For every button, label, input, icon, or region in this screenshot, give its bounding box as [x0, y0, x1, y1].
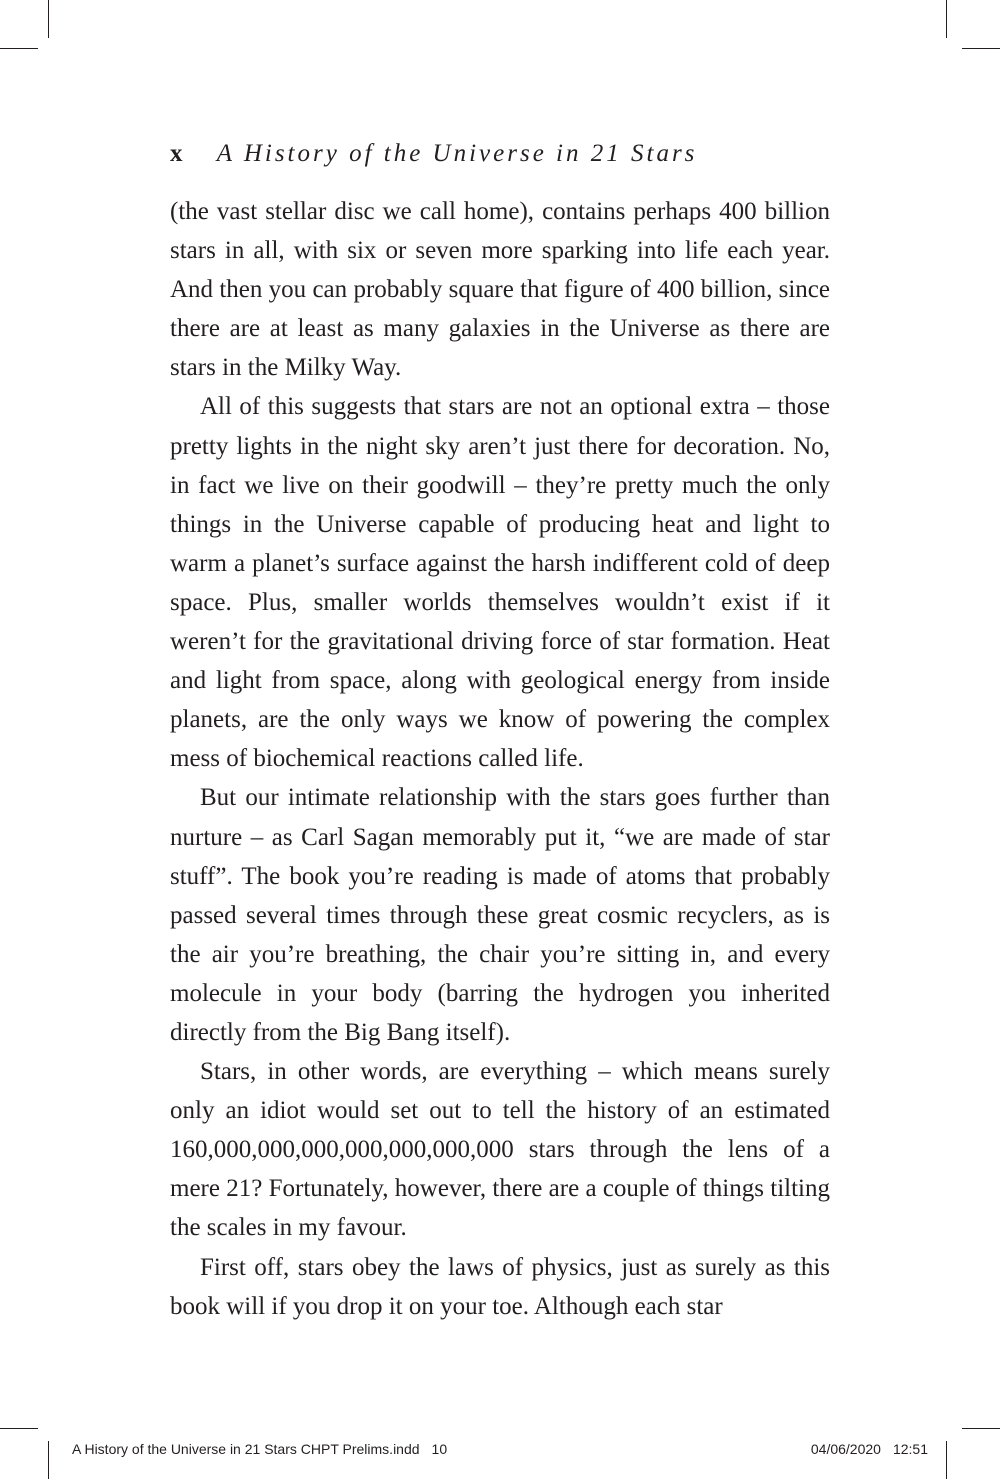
slug-filename: A History of the Universe in 21 Stars CHPT Prelims.indd: [72, 1441, 420, 1457]
print-slug-file: [72, 1441, 447, 1457]
slug-time: 12:51: [892, 1441, 928, 1457]
crop-mark-bottom-left: [48, 1441, 49, 1479]
crop-mark-right-bottom: [962, 1428, 1000, 1429]
running-head-title: A History of the Universe in 21 Stars: [216, 140, 698, 167]
crop-mark-left-bottom: [0, 1428, 38, 1429]
crop-mark-right-top: [962, 48, 1000, 49]
paragraph: Stars, in other words, are everything – which means surely only an idiot would set out to tell the history of an estimated 160,000,000,000,000,000,000,000 stars through the lens of a mere 21? Fortunately, however, there are a couple of things tilting the scales in my favour.: [170, 1058, 830, 1242]
crop-mark-bottom-right: [946, 1441, 947, 1479]
paragraph: (the vast stellar disc we call home), contains perhaps 400 billion stars in all, with six or seven more sparking into life each year. And then you can probably square that figure of 400 billion, since there are at least as many galaxies in the Universe as there are stars in the Milky Way.: [170, 198, 830, 382]
crop-mark-top-right: [946, 0, 947, 38]
slug-page-number: 10: [431, 1441, 448, 1457]
paragraph: All of this suggests that stars are not an optional extra – those pretty lights in the night sky aren’t just there for decoration. No, in fact we live on their goodwill – they’re pretty much the only things in the Universe capable of producing heat and light to warm a planet’s surface against the harsh indifferent cold of deep space. Plus, smaller worlds themselves wouldn’t exist if it weren’t for the gravitational driving force of star formation. Heat and light from space, along with geological energy from inside planets, are the only ways we know of powering the complex mess of biochemical reactions called life.: [170, 393, 830, 773]
crop-mark-left-top: [0, 48, 38, 49]
crop-mark-top-left: [48, 0, 49, 38]
page-folio: x: [170, 140, 183, 167]
paragraph: First off, stars obey the laws of physics, just as surely as this book will if you drop it on your toe. Although each star: [170, 1253, 830, 1320]
print-slug-timestamp: [811, 1441, 928, 1457]
slug-date: 04/06/2020: [810, 1441, 881, 1457]
body-text: [170, 192, 830, 1326]
paragraph: But our intimate relationship with the stars goes further than nurture – as Carl Sagan memorably put it, “we are made of star stuff”. The book you’re reading is made of atoms that probably passed several times through these great cosmic recyclers, as is the air you’re breathing, the chair you’re sitting in, and every molecule in your body (barring the hydrogen you inherited directly from the Big Bang itself).: [170, 784, 830, 1046]
running-head: [170, 140, 870, 176]
